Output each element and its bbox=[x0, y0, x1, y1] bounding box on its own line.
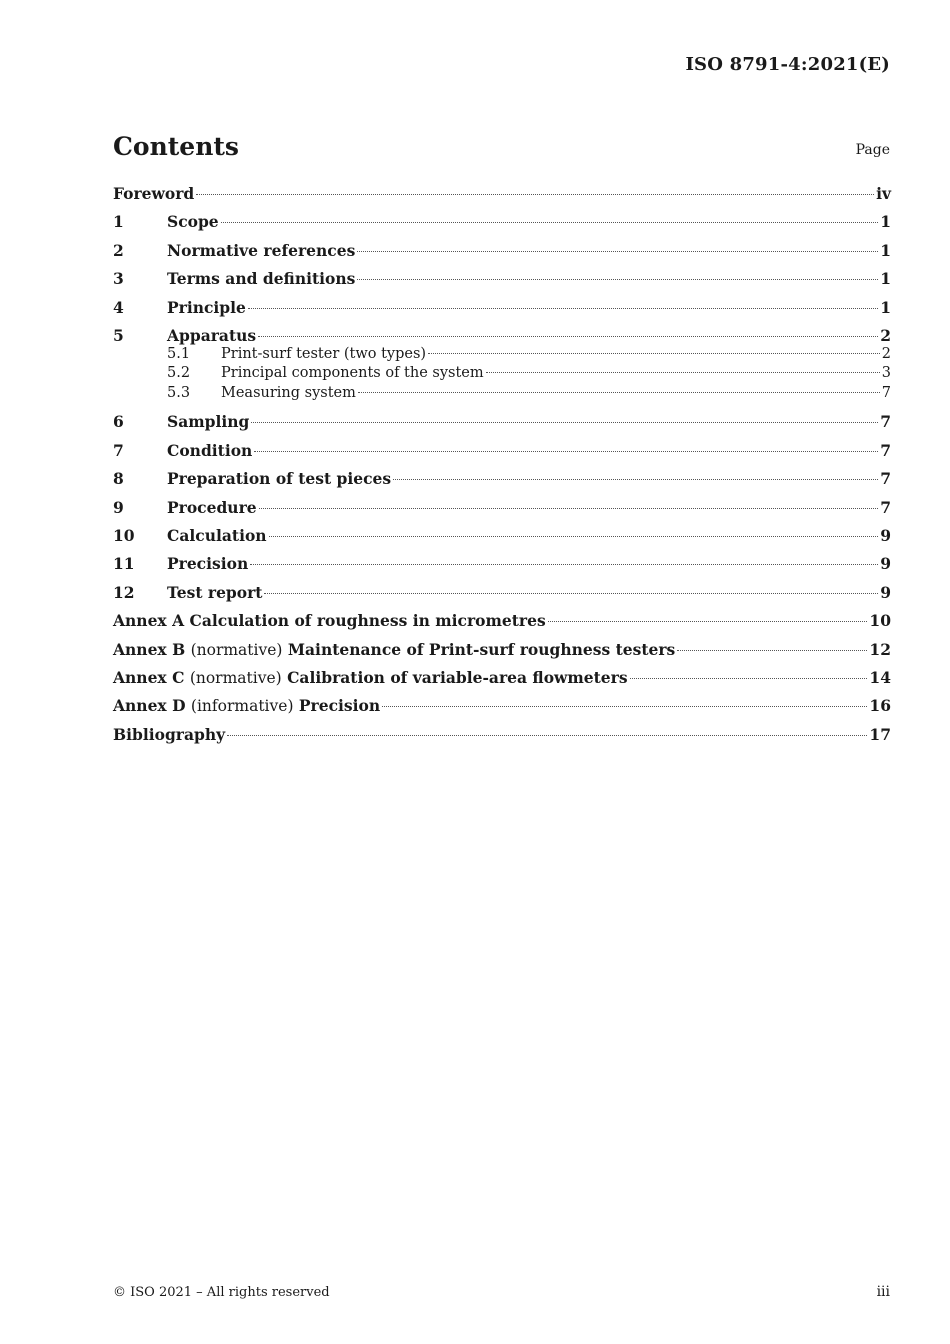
toc-entry-annex-d[interactable] bbox=[113, 696, 891, 724]
toc-entry-page: 9 bbox=[880, 554, 891, 574]
toc-entry-title: Calculation bbox=[167, 526, 267, 546]
toc-entry-procedure[interactable] bbox=[113, 498, 891, 526]
dot-leader bbox=[196, 194, 874, 195]
toc-entry-title: Principle bbox=[167, 297, 246, 317]
toc-entry-number: 8 bbox=[113, 469, 124, 489]
toc-entry-title bbox=[113, 696, 380, 715]
dot-leader bbox=[259, 508, 879, 509]
toc-entry-title: Normative references bbox=[167, 240, 356, 260]
toc-entry-number: 4 bbox=[113, 297, 124, 317]
dot-leader bbox=[486, 372, 880, 373]
toc-entry-annex-b[interactable] bbox=[113, 640, 891, 668]
dot-leader bbox=[227, 735, 867, 736]
toc-entry-number: 2 bbox=[113, 240, 124, 260]
toc-entry-page: 2 bbox=[880, 325, 891, 345]
toc-entry-title: Procedure bbox=[167, 497, 257, 517]
toc-entry-number: 9 bbox=[113, 497, 124, 517]
toc-entry-terms-and-definitions[interactable] bbox=[113, 269, 891, 297]
dot-leader bbox=[264, 593, 878, 594]
dot-leader bbox=[357, 251, 878, 252]
toc-entry-title: Bibliography bbox=[113, 724, 226, 744]
dot-leader bbox=[254, 451, 878, 452]
dot-leader bbox=[357, 279, 878, 280]
toc-entry-title: Annex A Calculation of roughness in micrometres bbox=[113, 611, 546, 631]
page-title: Contents bbox=[113, 132, 240, 161]
toc-entry-title: Test report bbox=[167, 582, 263, 602]
toc-entry-foreword[interactable] bbox=[113, 184, 891, 212]
toc-entry-precision[interactable] bbox=[113, 554, 891, 582]
toc-entry-number: 5.3 bbox=[167, 384, 191, 401]
toc-entry-sampling[interactable] bbox=[113, 412, 891, 440]
toc-entry-number: 5.2 bbox=[167, 365, 191, 382]
toc-entry-number: 11 bbox=[113, 554, 135, 574]
toc-entry-page: 9 bbox=[880, 582, 891, 602]
toc-entry-page: 1 bbox=[880, 297, 891, 317]
toc-entry-number: 10 bbox=[113, 526, 135, 546]
dot-leader bbox=[630, 678, 868, 679]
toc-entry-title: Print-surf tester (two types) bbox=[221, 345, 427, 362]
toc-entry-page: 1 bbox=[880, 240, 891, 260]
toc-entry-page: 1 bbox=[880, 212, 891, 232]
toc-entry-page: 16 bbox=[869, 696, 891, 716]
toc-entry-principle[interactable] bbox=[113, 298, 891, 326]
dot-leader bbox=[677, 650, 867, 651]
copyright-notice: © ISO 2021 – All rights reserved bbox=[113, 1285, 330, 1300]
toc-entry-title bbox=[113, 640, 675, 659]
toc-entry-page: iv bbox=[876, 184, 891, 203]
annex-qualifier: (informative) bbox=[190, 697, 294, 716]
toc-entry-title: Sampling bbox=[167, 412, 250, 432]
toc-subentry-principal-components[interactable] bbox=[113, 365, 891, 385]
toc-entry-title: Condition bbox=[167, 440, 253, 460]
toc-entry-condition[interactable] bbox=[113, 441, 891, 469]
toc-entry-page: 17 bbox=[869, 724, 891, 744]
toc-entry-page: 14 bbox=[869, 667, 891, 687]
table-of-contents bbox=[113, 184, 891, 753]
toc-entry-apparatus[interactable] bbox=[113, 326, 891, 346]
toc-entry-bibliography[interactable] bbox=[113, 725, 891, 753]
document-id: ISO 8791-4:2021(E) bbox=[685, 54, 890, 75]
toc-entry-calculation[interactable] bbox=[113, 526, 891, 554]
toc-entry-number: 5 bbox=[113, 325, 124, 345]
toc-entry-page: 2 bbox=[881, 345, 891, 362]
annex-label: Annex B bbox=[113, 639, 186, 659]
annex-qualifier: (normative) bbox=[190, 640, 283, 659]
toc-entry-title: Scope bbox=[167, 212, 219, 232]
toc-entry-title: Measuring system bbox=[221, 384, 356, 401]
page-number: iii bbox=[876, 1284, 890, 1300]
dot-leader bbox=[548, 621, 868, 622]
annex-title: Precision bbox=[298, 696, 381, 716]
toc-entry-title: Foreword bbox=[113, 184, 195, 203]
toc-entry-annex-c[interactable] bbox=[113, 668, 891, 696]
toc-entry-page: 1 bbox=[880, 269, 891, 289]
toc-entry-page: 7 bbox=[881, 384, 891, 401]
toc-entry-page: 10 bbox=[869, 611, 891, 631]
toc-entry-number: 7 bbox=[113, 440, 124, 460]
annex-qualifier: (normative) bbox=[189, 668, 282, 687]
toc-entry-page: 12 bbox=[869, 639, 891, 659]
toc-subentry-measuring-system[interactable] bbox=[113, 385, 891, 405]
dot-leader bbox=[382, 706, 867, 707]
dot-leader bbox=[250, 564, 878, 565]
toc-entry-number: 5.1 bbox=[167, 345, 191, 362]
toc-entry-page: 3 bbox=[881, 365, 891, 382]
toc-entry-title bbox=[113, 668, 628, 687]
toc-entry-number: 12 bbox=[113, 582, 135, 602]
toc-entry-title: Terms and definitions bbox=[167, 269, 356, 289]
annex-label: Annex C bbox=[113, 667, 185, 687]
dot-leader bbox=[251, 422, 878, 423]
toc-subentry-print-surf-tester[interactable] bbox=[113, 346, 891, 366]
toc-entry-page: 7 bbox=[880, 440, 891, 460]
toc-entry-annex-a[interactable] bbox=[113, 611, 891, 639]
toc-entry-number: 1 bbox=[113, 212, 124, 232]
toc-entry-preparation-of-test-pieces[interactable] bbox=[113, 469, 891, 497]
toc-entry-title: Principal components of the system bbox=[221, 365, 484, 382]
toc-entry-page: 9 bbox=[880, 526, 891, 546]
toc-entry-title: Precision bbox=[167, 554, 249, 574]
dot-leader bbox=[393, 479, 878, 480]
toc-entry-title: Apparatus bbox=[167, 325, 257, 345]
toc-entry-number: 6 bbox=[113, 412, 124, 432]
dot-leader bbox=[269, 536, 879, 537]
dot-leader bbox=[248, 308, 878, 309]
toc-entry-normative-references[interactable] bbox=[113, 241, 891, 269]
dot-leader bbox=[258, 336, 878, 337]
toc-entry-page: 7 bbox=[880, 469, 891, 489]
dot-leader bbox=[221, 222, 879, 223]
annex-title: Calibration of variable-area flowmeters bbox=[287, 667, 628, 687]
annex-title: Maintenance of Print-surf roughness testers bbox=[287, 639, 676, 659]
toc-entry-scope[interactable] bbox=[113, 212, 891, 240]
toc-entry-page: 7 bbox=[880, 497, 891, 517]
page-column-label: Page bbox=[855, 142, 890, 158]
dot-leader bbox=[358, 392, 880, 393]
toc-entry-number: 3 bbox=[113, 269, 124, 289]
dot-leader bbox=[428, 353, 880, 354]
annex-label: Annex D bbox=[113, 696, 186, 716]
toc-entry-title: Preparation of test pieces bbox=[167, 469, 392, 489]
toc-entry-test-report[interactable] bbox=[113, 583, 891, 611]
toc-entry-page: 7 bbox=[880, 412, 891, 432]
